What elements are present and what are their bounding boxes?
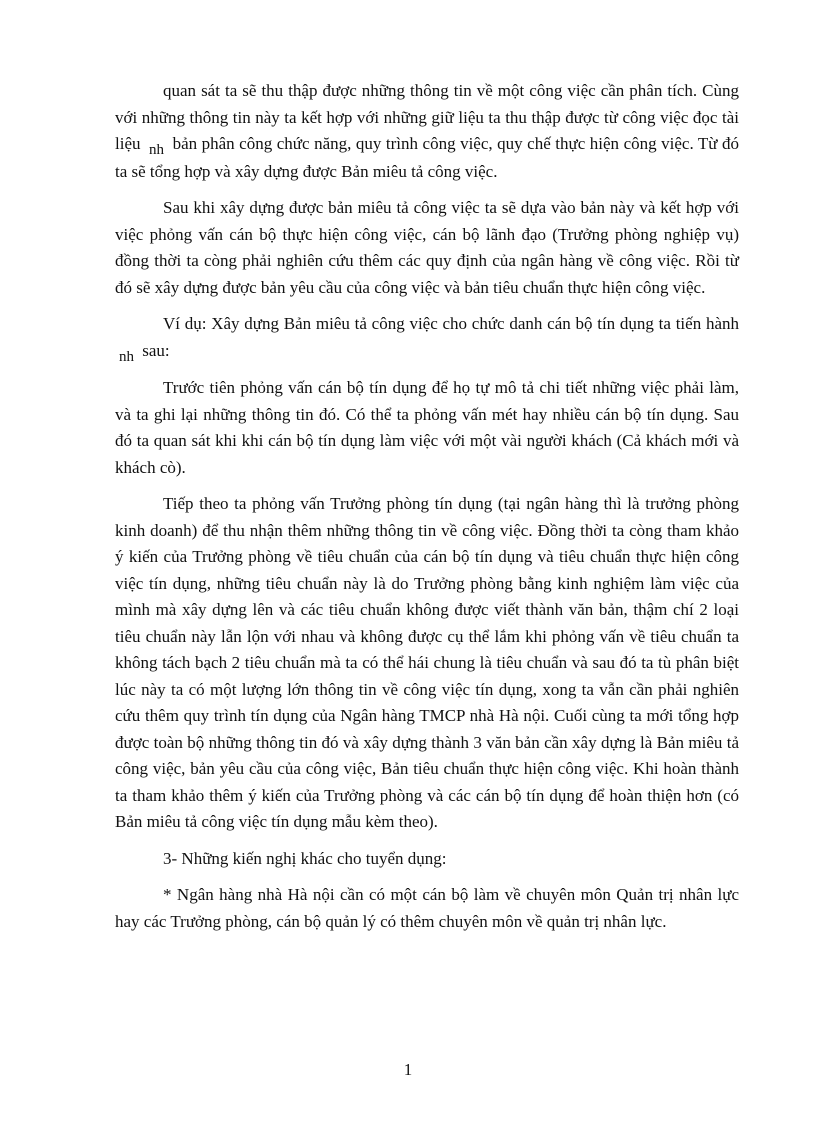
section-heading: 3- Những kiến nghị khác cho tuyển dụng:: [163, 848, 447, 868]
paragraph-5: Tiếp theo ta phỏng vấn Trưởng phòng tín dụng (tại ngân hàng thì là trưởng phòng kinh doanh) để thu nhận thêm những thông tin về công việc. Đồng thời ta còng tham khảo ý kiến của Trưởng phòng về tiêu chuẩn của cán bộ tín dụng và tiêu chuẩn thực hiện công việc tín dụng, những tiêu chuẩn này là do Trưởng phòng bằng kinh nghiệm làm việc của mình mà xây dựng lên và các tiêu chuẩn không được viết thành văn bản, thậm chí 2 loại tiêu chuẩn này lẫn lộn với nhau và không được cụ thể lắm khi phỏng vấn về tiêu chuẩn ta không tách bạch 2 tiêu chuẩn mà ta có thể hái chung là tiêu chuẩn và sau đó ta tù phân biệt lúc này ta có một lượng lớn thông tin về công việc tín dụng, xong ta vẫn cần phải nghiên cứu thêm quy trình tín dụng của Ngân hàng TMCP nhà Hà nội. Cuối cùng ta mới tổng hợp được toàn bộ những thông tin đó và xây dựng thành 3 văn bản cần xây dựng là Bản miêu tả công việc, bản yêu cầu của công việc, Bản tiêu chuẩn thực hiện công việc. Khi hoàn thành ta tham khảo thêm ý kiến của Trưởng phòng và các cán bộ tín dụng để hoàn thiện hơn (có Bản miêu tả công việc tín dụng mẫu kèm theo).: [115, 494, 739, 831]
paragraph-3-text-a: Ví dụ: Xây dựng Bản miêu tả công việc cho chức danh cán bộ tín dụng ta tiến hành: [163, 314, 739, 333]
paragraph-1-text-a: quan sát ta sẽ thu thập được những thông tin về một công việc cần phân tích. Cùng với những thông tin này ta kết hợp với những giữ liệu ta thu thập được từ công việc đọc tài liệu: [115, 81, 739, 153]
paragraph-3-subscript: nh: [119, 348, 134, 365]
document-body: [115, 78, 739, 945]
page-number: 1: [403, 1060, 413, 1079]
paragraph-1-subscript: nh: [149, 142, 165, 158]
paragraph-3-text-b: sau:: [142, 340, 170, 360]
paragraph-1: [115, 78, 739, 185]
paragraph-2: Sau khi xây dựng được bản miêu tả công việc ta sẽ dựa vào bản này và kết hợp với việc phỏng vấn cán bộ thực hiện công việc, cán bộ lãnh đạo (Trưởng phòng nghiệp vụ) đồng thời ta còng phải nghiên cứu thêm các quy định của ngân hàng về công việc. Rồi từ đó sẽ xây dựng được bản yêu cầu của công việc và bản tiêu chuẩn thực hiện công việc.: [115, 198, 739, 297]
paragraph-6: * Ngân hàng nhà Hà nội cần có một cán bộ làm về chuyên môn Quản trị nhân lực hay các Trưởng phòng, cán bộ quản lý có thêm chuyên môn về quản trị nhân lực.: [115, 885, 739, 931]
paragraph-3: [115, 311, 739, 365]
paragraph-4: Trước tiên phỏng vấn cán bộ tín dụng để họ tự mô tả chi tiết những việc phải làm, và ta ghi lại những thông tin đó. Có thể ta phỏng vấn mét hay nhiều cán bộ tín dụng. Sau đó ta quan sát khi khi cán bộ tín dụng làm việc với một vài người khách (Cả khách mới và khách cò).: [115, 378, 739, 477]
paragraph-1-text-b: bản phân công chức năng, quy trình công việc, quy chế thực hiện công việc. Từ đó ta sẽ tổng hợp và xây dựng được Bản miêu tả công việc.: [115, 134, 740, 181]
